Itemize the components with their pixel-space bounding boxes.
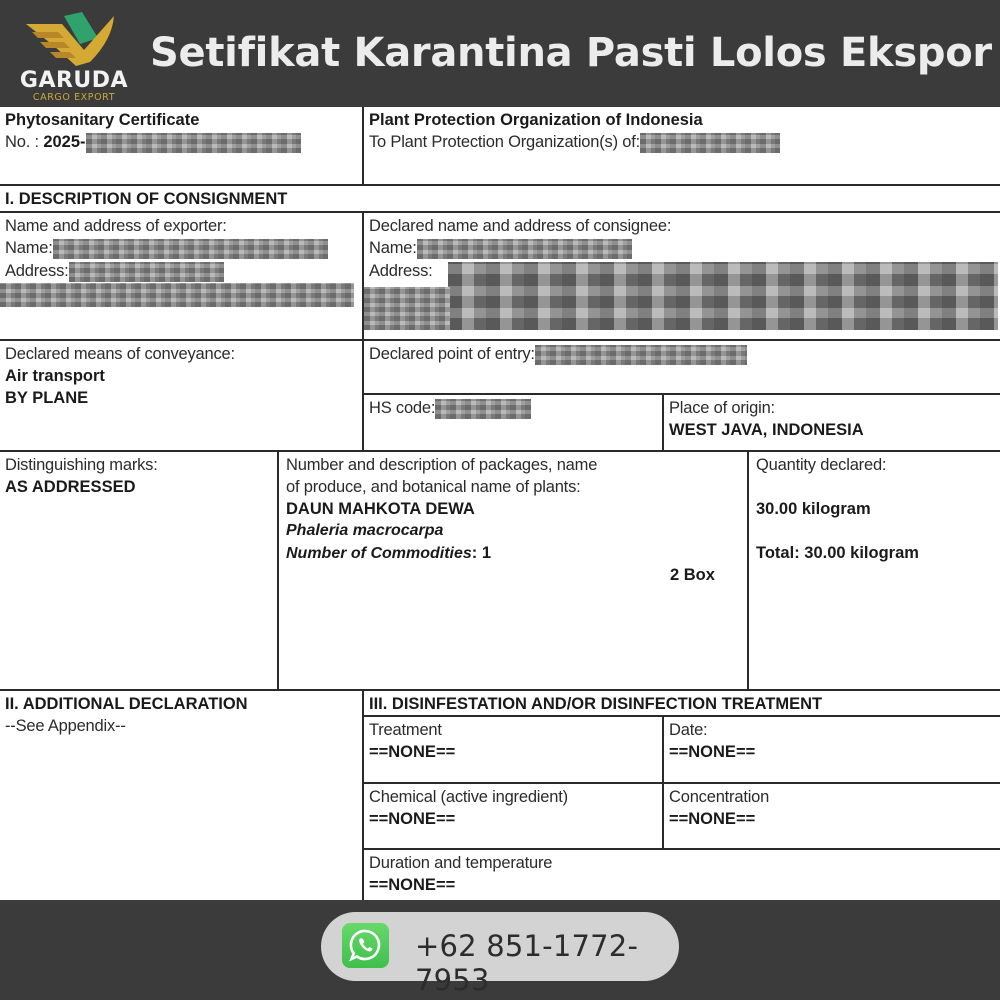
hs-code-label: HS code: [369, 399, 436, 417]
produce-name: DAUN MAHKOTA DEWA [286, 500, 475, 518]
issuing-organization: Plant Protection Organization of Indonesia [369, 111, 703, 129]
redacted-exporter-name [53, 239, 328, 259]
conveyance-label: Declared means of conveyance: [5, 345, 235, 363]
redacted-point-of-entry [535, 345, 747, 365]
treatment-date-label: Date: [669, 721, 708, 739]
whatsapp-contact-button[interactable] [321, 912, 679, 997]
whatsapp-icon [342, 923, 389, 968]
concentration-cell [664, 784, 1000, 848]
conveyance-cell [0, 341, 362, 450]
issuer-cell [364, 107, 1000, 184]
conveyance-mode: BY PLANE [5, 389, 89, 407]
footer-bar [0, 900, 1000, 1000]
destination-organization-label: To Plant Protection Organization(s) of: [369, 133, 641, 151]
certificate-number [5, 131, 357, 154]
treatment-date-cell [664, 717, 1000, 782]
concentration-value: ==NONE== [669, 810, 756, 828]
certificate-title: Phytosanitary Certificate [5, 111, 200, 129]
exporter-cell [0, 213, 362, 339]
quantity-value: 30.00 kilogram [756, 500, 871, 518]
treatment-value: ==NONE== [369, 743, 456, 761]
packages-cell [279, 452, 747, 689]
point-of-entry-label: Declared point of entry: [369, 345, 535, 363]
page-headline: Setifikat Karantina Pasti Lolos Ekspor [150, 30, 992, 76]
duration-cell [364, 850, 1000, 900]
quantity-cell [749, 452, 1000, 689]
treatment-cell [364, 717, 662, 782]
additional-declaration-cell [0, 691, 362, 900]
duration-value: ==NONE== [369, 876, 456, 894]
treatment-label: Treatment [369, 721, 442, 739]
treatment-date-value: ==NONE== [669, 743, 756, 761]
garuda-wing-logo-icon [24, 10, 124, 68]
section-3-header [364, 691, 1000, 715]
hs-code-cell [364, 395, 662, 450]
packages-label-line1: Number and description of packages, name [286, 456, 598, 474]
brand-name: GARUDA [19, 68, 129, 93]
consignee-address-label: Address: [369, 262, 433, 280]
chemical-cell [364, 784, 662, 848]
redacted-certificate-number [86, 133, 301, 153]
commodities-label: Number of Commodities [286, 545, 472, 562]
chemical-label: Chemical (active ingredient) [369, 788, 568, 806]
marks-value: AS ADDRESSED [5, 478, 136, 496]
redacted-consignee-address-line2 [364, 287, 450, 330]
exporter-label: Name and address of exporter: [5, 217, 227, 235]
point-of-entry-cell [364, 341, 1000, 393]
section-2-title: II. ADDITIONAL DECLARATION [5, 695, 248, 713]
origin-label: Place of origin: [669, 399, 775, 417]
certificate-title-cell [0, 107, 362, 184]
quantity-label: Quantity declared: [756, 456, 887, 474]
consignee-name-label: Name: [369, 239, 417, 257]
commodities-value: : 1 [471, 544, 492, 562]
origin-cell [664, 395, 1000, 450]
chemical-value: ==NONE== [369, 810, 456, 828]
origin-value: WEST JAVA, INDONESIA [669, 421, 864, 439]
brand-tagline: CARGO EXPORT [32, 92, 116, 103]
section-1-title: I. DESCRIPTION OF CONSIGNMENT [5, 190, 288, 208]
redacted-exporter-address [69, 262, 224, 282]
redacted-exporter-address-line2 [0, 283, 354, 307]
header-banner [0, 0, 1000, 107]
conveyance-value: Air transport [5, 367, 105, 385]
additional-declaration-value: --See Appendix-- [5, 717, 126, 735]
botanical-name: Phaleria macrocarpa [286, 522, 444, 539]
quantity-total: Total: 30.00 kilogram [756, 544, 919, 562]
phone-number: +62 851-1772-7953 [415, 929, 639, 997]
packages-label-line2: of produce, and botanical name of plants: [286, 478, 581, 496]
certificate-number-label: No. : [5, 133, 39, 151]
marks-label: Distinguishing marks: [5, 456, 158, 474]
certificate-number-prefix: 2025- [43, 133, 86, 151]
duration-label: Duration and temperature [369, 854, 553, 872]
redacted-destination-country [640, 133, 780, 153]
marks-cell [0, 452, 277, 689]
section-1-header [0, 186, 1000, 211]
consignee-label: Declared name and address of consignee: [369, 217, 672, 235]
redacted-consignee-name [417, 239, 632, 259]
brand-logo [18, 10, 130, 105]
exporter-address-label: Address: [5, 262, 69, 280]
section-3-title: III. DISINFESTATION AND/OR DISINFECTION TREATMENT [369, 695, 823, 713]
redacted-hs-code [435, 399, 531, 419]
phytosanitary-certificate [0, 107, 1000, 900]
box-count: 2 Box [670, 566, 715, 584]
redacted-consignee-address [448, 262, 998, 330]
exporter-name-label: Name: [5, 239, 53, 257]
concentration-label: Concentration [669, 788, 770, 806]
